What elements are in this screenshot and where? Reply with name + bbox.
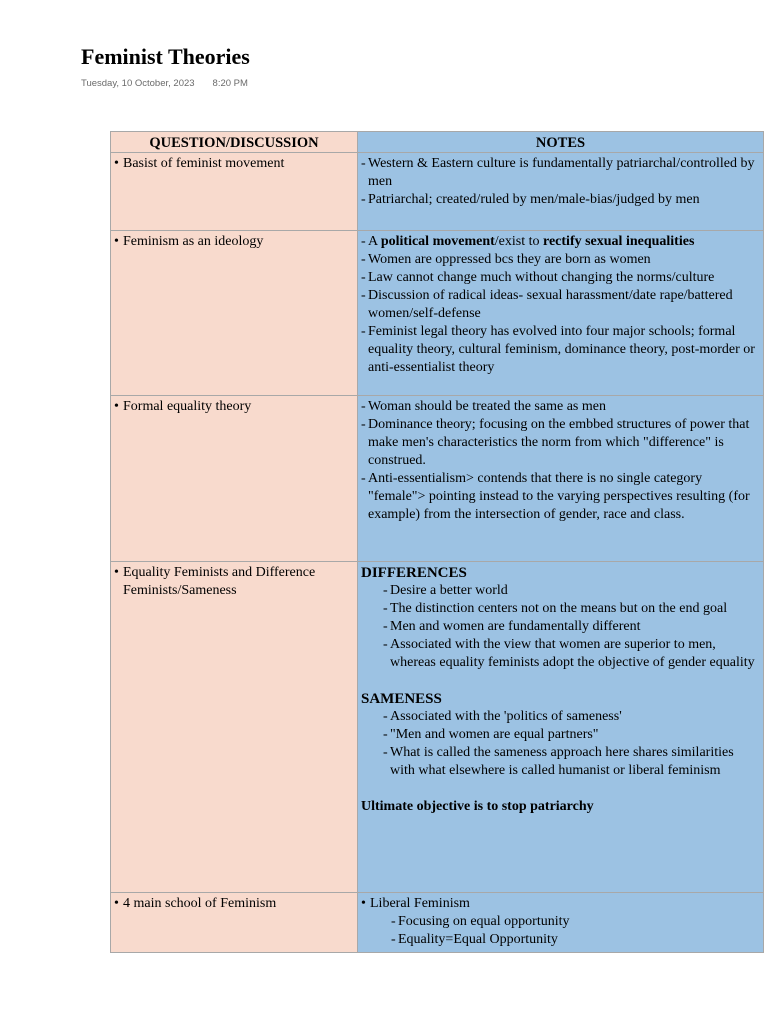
note-item: - Feminist legal theory has evolved into four major schools; formal equality theory, cultural feminism, dominance theory, post-morder or anti-essentialist theory: [361, 323, 760, 377]
note-item: - Anti-essentialism> contends that there is no single category "female"> pointing instead to the varying perspectives resulting (for example) from the intersection of gender, race and class.: [361, 470, 760, 524]
question-cell: [111, 562, 358, 893]
question-cell: [111, 396, 358, 562]
question-text: • Basist of feminist movement: [114, 155, 354, 173]
conclusion-text: Ultimate objective is to stop patriarchy: [361, 799, 594, 814]
spacer: [361, 780, 760, 798]
table-row: [111, 231, 764, 396]
table-row: [111, 396, 764, 562]
note-item: - Western & Eastern culture is fundamentally patriarchal/controlled by men: [361, 155, 760, 191]
header-notes: NOTES: [358, 132, 764, 153]
note-item: - Associated with the 'politics of sameness': [383, 708, 760, 726]
page-title: Feminist Theories: [81, 44, 250, 69]
question-text: • Feminism as an ideology: [114, 233, 354, 251]
note-item: - Patriarchal; created/ruled by men/male-bias/judged by men: [361, 191, 760, 209]
spacer: [361, 672, 760, 690]
table-row: [111, 153, 764, 231]
note-text: A: [368, 234, 381, 249]
note-item: - "Men and women are equal partners": [383, 726, 760, 744]
note-item: - Dominance theory; focusing on the embbed structures of power that make men's characteristics the norm from which "difference" is construed.: [361, 416, 760, 470]
note-item: - Discussion of radical ideas- sexual harassment/date rape/battered women/self-defense: [361, 287, 760, 323]
page-time: 8:20 PM: [212, 78, 248, 89]
table-row: [111, 893, 764, 953]
header-question: QUESTION/DISCUSSION: [111, 132, 358, 153]
question-text: • Formal equality theory: [114, 398, 354, 416]
note-item: - Men and women are fundamentally different: [383, 618, 760, 636]
note-item: - Equality=Equal Opportunity: [391, 931, 760, 949]
question-cell: [111, 153, 358, 231]
notes-cell: [358, 153, 764, 231]
notes-cell: [358, 893, 764, 953]
table-header-row: [111, 132, 764, 153]
notes-cell: [358, 562, 764, 893]
question-cell: [111, 893, 358, 953]
page-timestamp: [81, 78, 248, 89]
note-item: - Focusing on equal opportunity: [391, 913, 760, 931]
note-text: /exist to: [494, 234, 543, 249]
note-item: - What is called the sameness approach here shares similarities with what elsewhere is called humanist or liberal feminism: [383, 744, 760, 780]
table-row: [111, 562, 764, 893]
note-item: - Law cannot change much without changing the norms/culture: [361, 269, 760, 287]
page-date: Tuesday, 10 October, 2023: [81, 78, 195, 89]
note-item: [361, 233, 760, 251]
note-item: - Associated with the view that women are superior to men, whereas equality feminists adopt the objective of gender equality: [383, 636, 760, 672]
question-text: • Equality Feminists and Difference Feminists/Sameness: [114, 564, 354, 600]
note-item: - Women are oppressed bcs they are born as women: [361, 251, 760, 269]
question-text: • 4 main school of Feminism: [114, 895, 354, 913]
note-emphasis: rectify sexual inequalities: [543, 234, 695, 249]
notes-cell: [358, 231, 764, 396]
note-item: - The distinction centers not on the means but on the end goal: [383, 600, 760, 618]
note-emphasis: political movement: [380, 234, 495, 249]
question-cell: [111, 231, 358, 396]
notes-cell: [358, 396, 764, 562]
differences-heading: DIFFERENCES: [361, 565, 467, 581]
note-item: - Woman should be treated the same as men: [361, 398, 760, 416]
school-item: • Liberal Feminism: [361, 895, 760, 913]
note-item: - Desire a better world: [383, 582, 760, 600]
notes-table: [110, 131, 764, 953]
sameness-heading: SAMENESS: [361, 691, 442, 707]
